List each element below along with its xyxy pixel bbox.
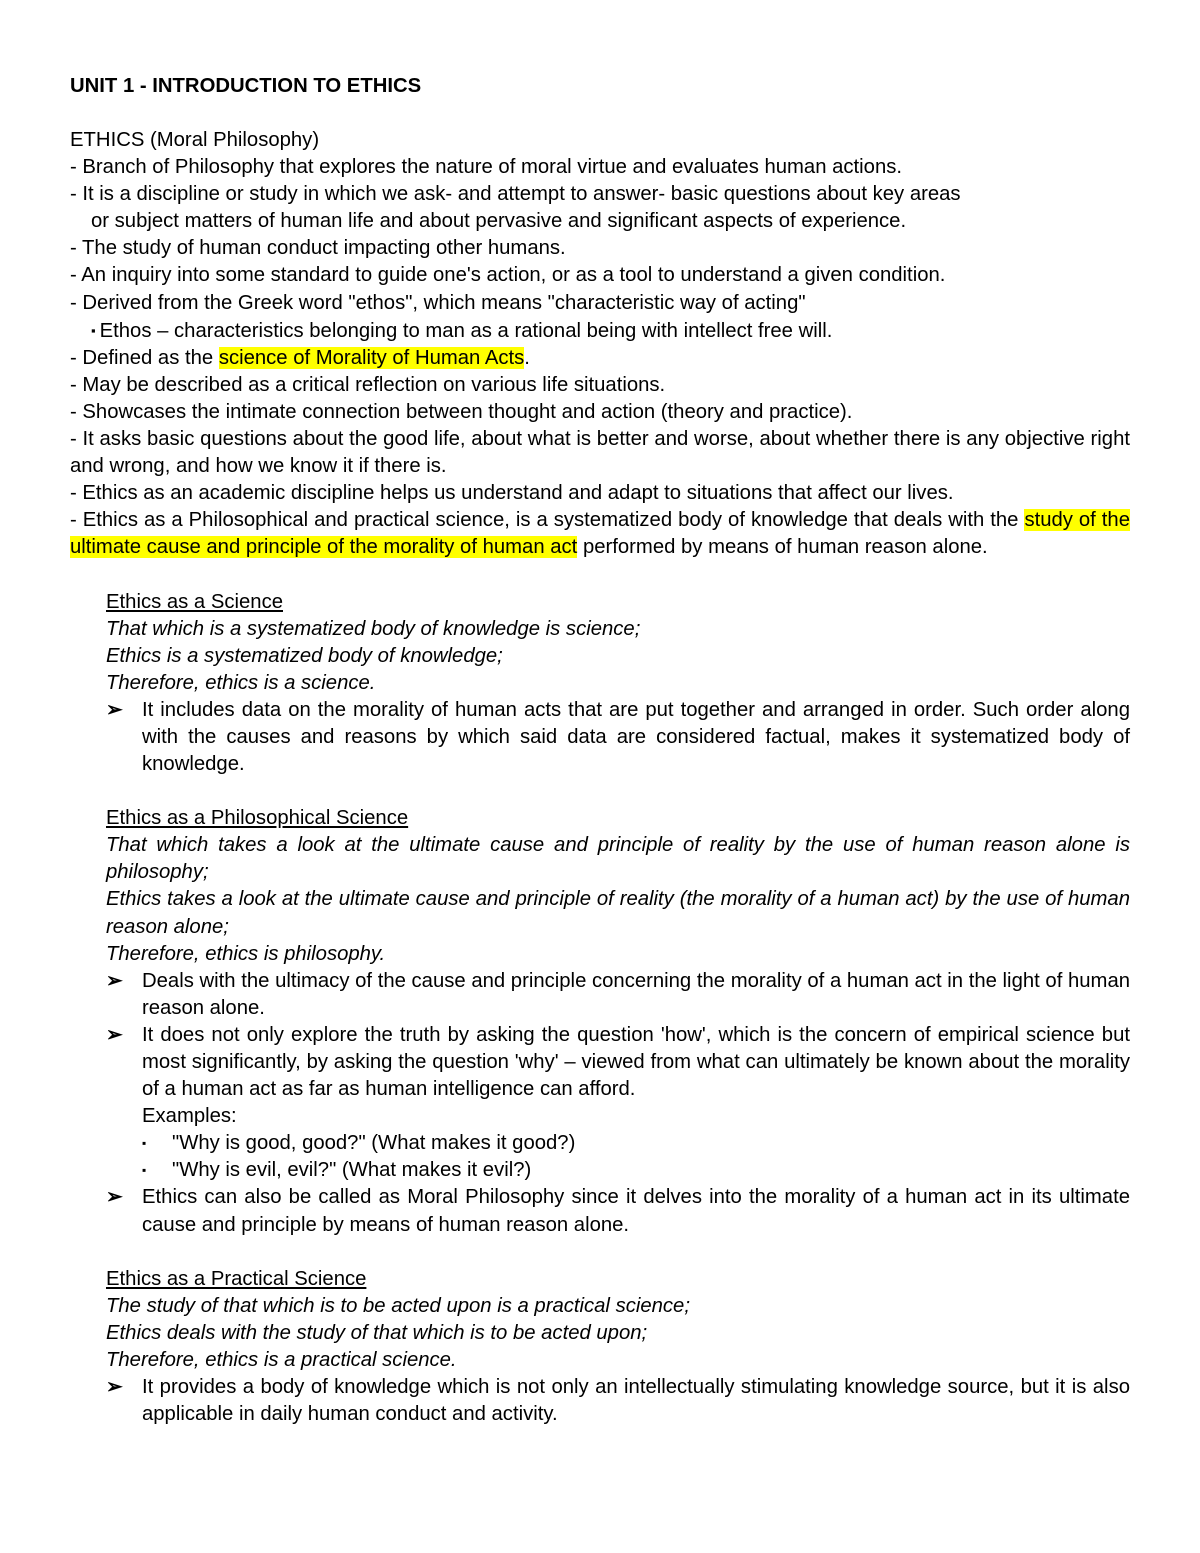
arrow-point-body: It does not only explore the truth by asking the question 'how', which is the concern of empirical science but most significantly, by asking the question 'why' – viewed from what can ultimately be known about the morality of a human act as far as human intelligence can afford. [142,1023,1130,1101]
examples-label: Examples: [142,1105,237,1128]
arrow-point [106,968,1130,1022]
arrow-bullet-icon: ➢ [106,969,123,992]
intro-line: - An inquiry into some standard to guide one's action, or as a tool to understand a given condition. [70,264,946,287]
example-text: "Why is evil, evil?" (What makes it evil?) [172,1159,532,1182]
arrow-bullet-icon: ➢ [106,1023,123,1046]
section-title: Ethics as a Philosophical Science [106,807,409,830]
example-item [106,1157,1130,1184]
arrow-point-text: It provides a body of knowledge which is not only an intellectually stimulating knowledge source, but it is also applicable in daily human conduct and activity. [142,1376,1130,1426]
syllogism-line: That which is a systematized body of knowledge is science; [106,617,641,640]
intro-text: performed by means of human reason alone. [577,536,988,559]
section-science [70,589,1130,779]
arrow-point-text: Deals with the ultimacy of the cause and principle concerning the morality of a human act in the light of human reason alone. [142,969,1130,1019]
intro-subitem-text: Ethos – characteristics belonging to man as a rational being with intellect free will. [99,319,833,342]
section-practical [70,1266,1130,1429]
arrow-point-text: Ethics can also be called as Moral Philosophy since it delves into the morality of a human act in its ultimate cause and principle by means of human reason alone. [142,1186,1130,1236]
intro-text: . [524,346,530,369]
intro-line: - It asks basic questions about the good life, about what is better and worse, about whether there is any objective right and wrong, and how we know it if there is. [70,428,1130,478]
syllogism-line: Ethics deals with the study of that which is to be acted upon; [106,1321,648,1344]
intro-line: - Derived from the Greek word "ethos", which means "characteristic way of acting" [70,291,806,314]
intro-line: - Ethics as an academic discipline helps us understand and adapt to situations that affect our lives. [70,482,954,505]
intro-text: - Ethics as a Philosophical and practical science, is a systematized body of knowledge that deals with the [70,509,1025,532]
syllogism-line: Therefore, ethics is a science. [106,671,376,694]
intro-line [70,345,1130,372]
syllogism-line: Ethics takes a look at the ultimate cause and principle of reality (the morality of a human act) by the use of human reason alone; [106,888,1130,938]
intro-line [70,507,1130,561]
document-title: UNIT 1 - INTRODUCTION TO ETHICS [70,75,422,97]
highlighted-text: science of Morality of Human Acts [218,346,525,369]
example-item [106,1130,1130,1157]
square-bullet-icon: ▪ [142,1136,147,1151]
syllogism-line: Ethics is a systematized body of knowledge; [106,644,503,667]
intro-section [70,127,1130,562]
arrow-point [106,1184,1130,1238]
arrow-point-text [142,1022,1130,1130]
intro-line: - It is a discipline or study in which we ask- and attempt to answer- basic questions about key areas [70,183,961,206]
example-text: "Why is good, good?" (What makes it good?) [172,1132,576,1155]
intro-line: - Showcases the intimate connection between thought and action (theory and practice). [70,400,853,423]
intro-heading: ETHICS (Moral Philosophy) [70,129,320,151]
intro-line: - Branch of Philosophy that explores the nature of moral virtue and evaluates human actions. [70,156,903,179]
arrow-point [106,1374,1130,1428]
intro-line: - May be described as a critical reflection on various life situations. [70,373,666,396]
syllogism-line: The study of that which is to be acted upon is a practical science; [106,1294,690,1317]
section-philosophical [70,805,1130,1239]
intro-text: - Defined as the [70,346,219,369]
intro-subitem [70,317,1130,345]
intro-line: - The study of human conduct impacting other humans. [70,237,566,260]
square-bullet-icon: ▪ [91,322,96,338]
intro-line: or subject matters of human life and about pervasive and significant aspects of experience. [91,210,907,233]
arrow-bullet-icon: ➢ [106,1376,123,1399]
section-title: Ethics as a Science [106,590,283,613]
highlighted-text: study of the ultimate cause and principle of the morality of human act [70,509,1130,559]
syllogism-line: Therefore, ethics is philosophy. [106,942,386,965]
syllogism-line: Therefore, ethics is a practical science. [106,1348,457,1371]
arrow-point [106,1022,1130,1130]
square-bullet-icon: ▪ [142,1163,147,1178]
arrow-bullet-icon: ➢ [106,1186,123,1209]
arrow-bullet-icon: ➢ [106,698,123,721]
arrow-point-text: It includes data on the morality of human acts that are put together and arranged in order. Such order along with the causes and reasons by which said data are considered factual, makes it systematized body of knowledge. [142,698,1130,776]
section-title: Ethics as a Practical Science [106,1267,367,1290]
syllogism-line: That which takes a look at the ultimate cause and principle of reality by the use of human reason alone is philosophy; [106,834,1130,884]
arrow-point [106,697,1130,778]
